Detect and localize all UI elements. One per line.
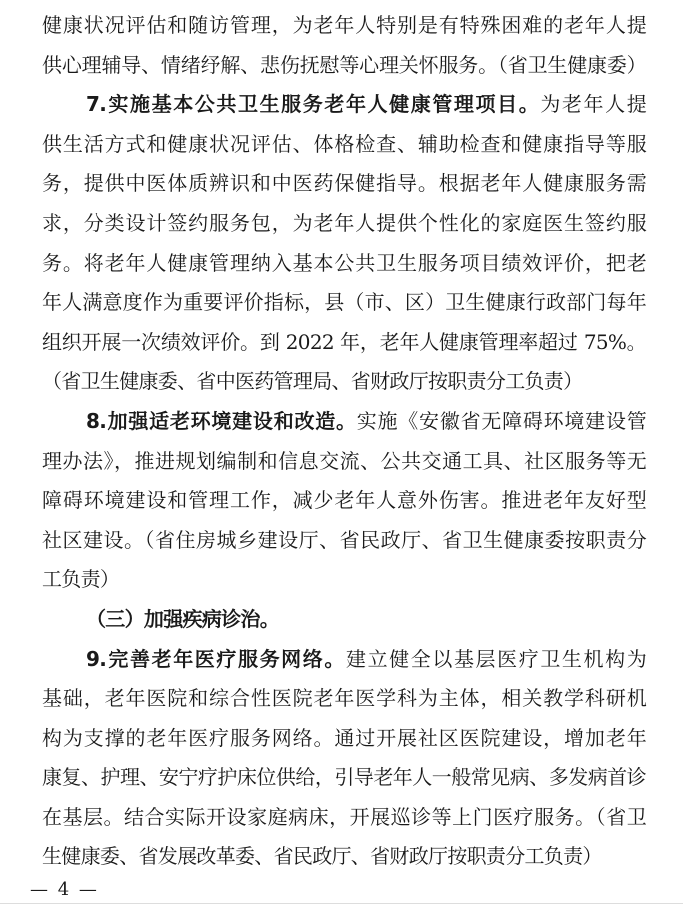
line-text: 康复、护理、安宁疗护床位供给，引导老年人一般常见病、多发病首诊 (42, 765, 646, 790)
page-number: — 4 — (30, 879, 99, 900)
line-text: 年人满意度作为重要评价指标，县（市、区）卫生健康行政部门每年 (42, 290, 646, 315)
section-heading: 8.加强适老环境建设和改造。 (86, 408, 357, 433)
line-text: 生健康委、省发展改革委、省民政厅、省财政厅按职责分工负责） (42, 844, 602, 869)
line-text: 求，分类设计签约服务包，为老年人提供个性化的家庭医生签约服 (42, 210, 646, 235)
text-line (42, 758, 646, 798)
line-text: 务，提供中医体质辨识和中医药保健指导。根据老年人健康服务需 (42, 171, 646, 196)
line-text: 构为支撑的老年医疗服务网络。通过开展社区医院建设，增加老年 (42, 725, 646, 750)
text-line (42, 560, 646, 600)
line-text: 理办法》，推进规划编制和信息交流、公共交通工具、社区服务等无 (42, 448, 646, 473)
text-line (42, 204, 646, 244)
line-text: 障碍环境建设和管理工作，减少老年人意外伤害。推进老年友好型 (42, 488, 646, 513)
text-line (42, 442, 646, 482)
text-line (42, 837, 646, 877)
document-body (42, 6, 646, 877)
text-line (42, 798, 646, 838)
text-line (42, 600, 646, 640)
line-text: 组织开展一次绩效评价。到 2022 年，老年人健康管理率超过 75%。 (42, 329, 646, 354)
line-text: 为老年人提 (540, 92, 646, 117)
text-line (42, 679, 646, 719)
text-line (42, 85, 646, 125)
text-line (42, 402, 646, 442)
text-line (42, 521, 646, 561)
text-line (42, 719, 646, 759)
section-heading: 7.实施基本公共卫生服务老年人健康管理项目。 (86, 92, 541, 117)
text-line (42, 283, 646, 323)
text-line (42, 323, 646, 363)
line-text: 供心理辅导、情绪纾解、悲伤抚慰等心理关怀服务。（省卫生健康委） (42, 52, 646, 77)
line-text: 健康状况评估和随访管理，为老年人特别是有特殊困难的老年人提 (42, 13, 646, 37)
line-text: 社区建设。（省住房城乡建设厅、省民政厅、省卫生健康委按职责分 (42, 527, 646, 552)
text-line (42, 640, 646, 680)
line-text: 基础，老年医院和综合性医院老年医学科为主体，相关教学科研机 (42, 686, 646, 711)
section-heading: （三）加强疾病诊治。 (86, 606, 279, 631)
page-edge-divider (0, 903, 683, 904)
text-line (42, 362, 646, 402)
line-text: 工负责） (42, 567, 120, 592)
line-text: 实施《安徽省无障碍环境建设管 (356, 408, 647, 433)
line-text: 务。将老年人健康管理纳入基本公共卫生服务项目绩效评价，把老 (42, 250, 646, 275)
line-text: 供生活方式和健康状况评估、体格检查、辅助检查和健康指导等服 (42, 131, 646, 156)
text-line (42, 244, 646, 284)
line-text: 在基层。结合实际开设家庭病床，开展巡诊等上门医疗服务。（省卫 (42, 804, 646, 829)
text-line (42, 6, 646, 46)
section-heading: 9.完善老年医疗服务网络。 (86, 646, 346, 671)
text-line (42, 125, 646, 165)
text-line (42, 46, 646, 86)
line-text: （省卫生健康委、省中医药管理局、省财政厅按职责分工负责） (42, 369, 583, 394)
text-line (42, 481, 646, 521)
line-text: 建立健全以基层医疗卫生机构为 (345, 646, 647, 671)
text-line (42, 164, 646, 204)
